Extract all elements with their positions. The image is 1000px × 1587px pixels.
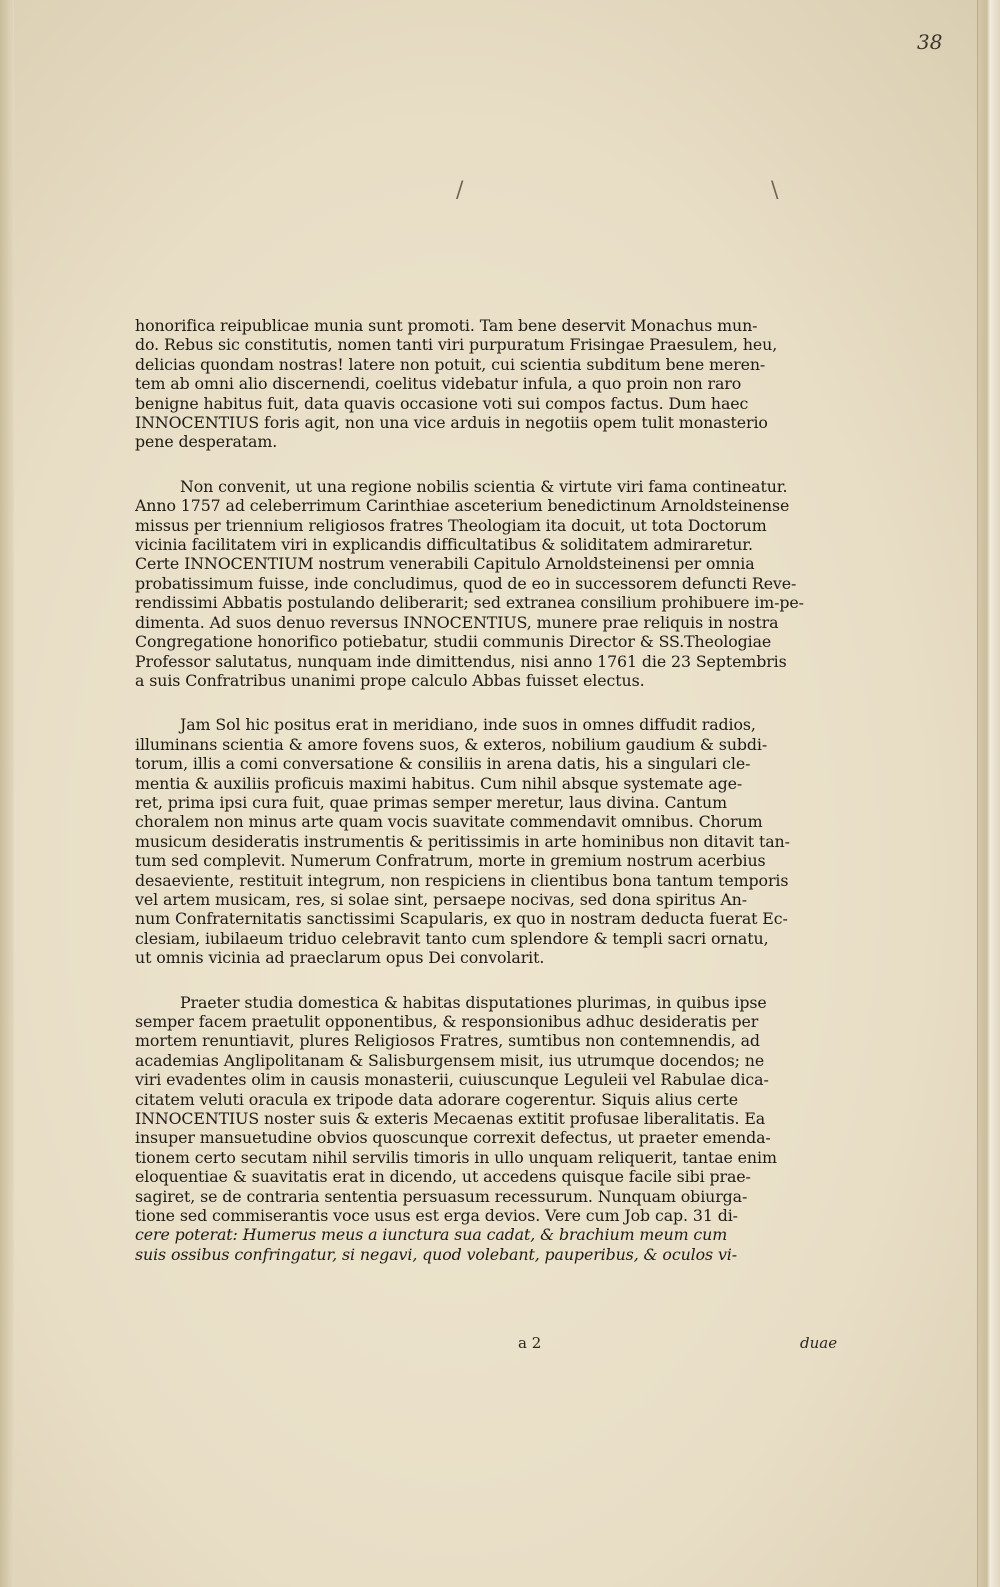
text-line: ut omnis vicinia ad praeclarum opus Dei convolarit. <box>135 948 545 968</box>
text-line: rendissimi Abbatis postulando deliberarit; sed extranea consilium prohibuere im-pe- <box>135 593 804 613</box>
catchword: duae <box>800 1334 838 1352</box>
signature-mark: a 2 <box>518 1334 542 1352</box>
stray-mark: / <box>456 178 464 203</box>
text-line: vel artem musicam, res, si solae sint, persaepe nocivas, sed dona spiritus An- <box>135 889 747 909</box>
text-line: probatissimum fuisse, inde concludimus, quod de eo in successorem defuncti Reve- <box>135 573 797 593</box>
paragraph-4 <box>135 993 880 1265</box>
page-number: 38 <box>917 30 943 54</box>
text-line: torum, illis a comi conversatione & consiliis in arena datis, his a singulari cle- <box>135 754 751 774</box>
text-line: mentia & auxiliis proficuis maximi habitus. Cum nihil absque systemate age- <box>135 773 743 793</box>
text-line: num Confraternitatis sanctissimi Scapularis, ex quo in nostram deducta fuerat Ec- <box>135 909 788 929</box>
text-line: Certe INNOCENTIUM nostrum venerabili Capitulo Arnoldsteinensi per omnia <box>135 554 755 574</box>
text-line: semper facem praetulit opponentibus, & responsionibus adhuc desideratis per <box>135 1012 759 1031</box>
text-line: tionem certo secutam nihil servilis timoris in ullo unquam reliquerit, tantae enim <box>135 1147 777 1167</box>
text-line: choralem non minus arte quam vocis suavitate commendavit omnibus. Chorum <box>135 812 763 832</box>
text-line: a suis Confratribus unanimi prope calculo Abbas fuisset electus. <box>135 670 645 690</box>
text-line: dimenta. Ad suos denuo reversus INNOCENTIUS, munere prae reliquis in nostra <box>135 612 779 632</box>
text-line: musicum desideratis instrumentis & peritissimis in arte hominibus non ditavit tan- <box>135 831 790 851</box>
text-line: academias Anglipolitanam & Salisburgensem misit, ius utrumque docendos; ne <box>135 1050 765 1070</box>
text-line: Non convenit, ut una regione nobilis scientia & virtute viri fama contineatur. <box>180 476 788 496</box>
text-line: ret, prima ipsi cura fuit, quae primas semper meretur, laus divina. Cantum <box>135 792 727 812</box>
text-line: cere poterat: Humerus meus a iunctura sua cadat, & brachium meum cum <box>135 1225 728 1245</box>
paragraph-1 <box>135 316 880 452</box>
text-line: suis ossibus confringatur, si negavi, quod volebant, pauperibus, & oculos vi- <box>135 1244 737 1264</box>
text-line: INNOCENTIUS foris agit, non una vice arduis in negotiis opem tulit monasterio <box>135 413 768 433</box>
text-line: Praeter studia domestica & habitas disputationes plurimas, in quibus ipse <box>180 992 767 1012</box>
text-line: do. Rebus sic constitutis, nomen tanti viri purpuratum Frisingae Praesulem, heu, <box>135 335 778 355</box>
page-left-edge <box>0 0 14 1587</box>
stray-mark: \ <box>771 178 779 203</box>
text-line: tum sed complevit. Numerum Confratrum, morte in gremium nostrum acerbius <box>135 851 766 871</box>
text-line: citatem veluti oracula ex tripode data adorare cogerentur. Siquis alius certe <box>135 1089 739 1109</box>
text-line: viri evadentes olim in causis monasterii, cuiuscunque Leguleii vel Rabulae dica- <box>135 1070 769 1090</box>
text-line: tione sed commiserantis voce usus est erga devios. Vere cum Job cap. 31 di- <box>135 1206 738 1226</box>
text-line: INNOCENTIUS noster suis & exteris Mecaenas extitit profusae liberalitatis. Ea <box>135 1109 766 1129</box>
text-line: missus per triennium religiosos fratres Theologiam ita docuit, ut tota Doctorum <box>135 515 767 535</box>
text-line: benigne habitus fuit, data quavis occasione voti sui compos factus. Dum haec <box>135 393 749 413</box>
text-line: Congregatione honorifico potiebatur, studii communis Director & SS.Theologiae <box>135 632 772 652</box>
text-line: delicias quondam nostras! latere non potuit, cui scientia subditum bene meren- <box>135 354 766 374</box>
text-line: pene desperatam. <box>135 432 278 452</box>
text-line: illuminans scientia & amore fovens suos, & exteros, nobilium gaudium & subdi- <box>135 734 768 754</box>
text-line: insuper mansuetudine obvios quoscunque correxit defectus, ut praeter emenda- <box>135 1128 771 1148</box>
text-line: clesiam, iubilaeum triduo celebravit tanto cum splendore & templi sacri ornatu, <box>135 928 769 948</box>
text-line: sagiret, se de contraria sententia persuasum recessurum. Nunquam obiurga- <box>135 1186 748 1206</box>
body-text <box>135 316 880 1289</box>
page-right-edge <box>977 0 1000 1587</box>
paragraph-2 <box>135 477 880 690</box>
text-line: vicinia facilitatem viri in explicandis difficultatibus & soliditatem admiraretur. <box>135 535 753 555</box>
text-line: tem ab omni alio discernendi, coelitus videbatur infula, a quo proin non raro <box>135 374 742 394</box>
text-line: Jam Sol hic positus erat in meridiano, inde suos in omnes diffudit radios, <box>180 715 756 735</box>
paragraph-3 <box>135 715 880 967</box>
text-line: eloquentiae & suavitatis erat in dicendo, ut accedens quisque facile sibi prae- <box>135 1167 751 1187</box>
text-line: Professor salutatus, nunquam inde dimittendus, nisi anno 1761 die 23 Septembris <box>135 651 787 671</box>
text-line: desaeviente, restituit integrum, non respiciens in clientibus bona tantum temporis <box>135 870 789 890</box>
text-line: mortem renuntiavit, plures Religiosos Fratres, sumtibus non contemnendis, ad <box>135 1031 760 1051</box>
text-line: Anno 1757 ad celeberrimum Carinthiae asceterium benedictinum Arnoldsteinense <box>135 496 790 516</box>
text-line: honorifica reipublicae munia sunt promoti. Tam bene deservit Monachus mun- <box>135 316 758 335</box>
